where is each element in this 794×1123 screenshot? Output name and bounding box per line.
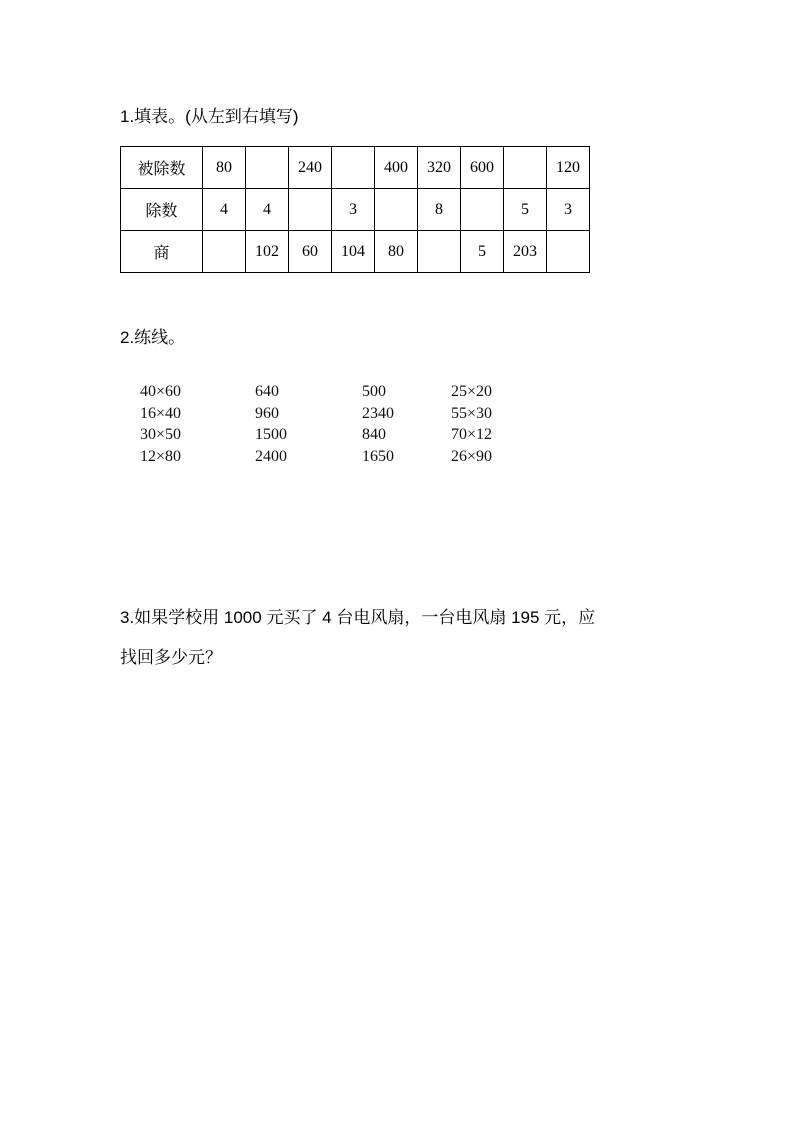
- table-cell: 4: [203, 189, 246, 231]
- row-label-quotient: 商: [121, 231, 203, 273]
- match-expression: 55×30: [451, 404, 493, 422]
- table-cell: 5: [504, 189, 547, 231]
- table-cell: 102: [246, 231, 289, 273]
- table-cell: 60: [289, 231, 332, 273]
- table-cell: 3: [547, 189, 590, 231]
- match-result: 2340: [362, 404, 394, 422]
- row-label-dividend: 被除数: [121, 147, 203, 189]
- list-item: [140, 403, 560, 425]
- table-cell: 320: [418, 147, 461, 189]
- table-cell: 4: [246, 189, 289, 231]
- match-expression: 40×60: [140, 383, 182, 400]
- table-cell: 5: [461, 231, 504, 273]
- table-cell: 3: [332, 189, 375, 231]
- match-expression: 25×20: [451, 383, 493, 400]
- table-cell: [332, 147, 375, 189]
- table-cell: [246, 147, 289, 189]
- list-item: [140, 446, 560, 468]
- table-cell: 240: [289, 147, 332, 189]
- table-cell: [461, 189, 504, 231]
- table-cell: 104: [332, 231, 375, 273]
- table-row: [121, 231, 590, 273]
- table-cell: 120: [547, 147, 590, 189]
- match-result: 500: [362, 383, 386, 400]
- table-row: [121, 147, 590, 189]
- row-label-divisor: 除数: [121, 189, 203, 231]
- list-item: [140, 424, 560, 446]
- match-expression: 12×80: [140, 447, 182, 465]
- match-result: 2400: [255, 447, 287, 465]
- match-expression: 16×40: [140, 404, 182, 422]
- match-expression: 70×12: [451, 426, 493, 443]
- match-result: 960: [255, 404, 279, 422]
- table-cell: 400: [375, 147, 418, 189]
- table-cell: 8: [418, 189, 461, 231]
- match-expression: 26×90: [451, 447, 493, 465]
- table-cell: [289, 189, 332, 231]
- match-result: 1650: [362, 447, 394, 465]
- table-cell: 203: [504, 231, 547, 273]
- question-3-text-line-2: 找回多少元？: [120, 648, 222, 667]
- list-item: [140, 381, 560, 403]
- question-3: [120, 598, 680, 678]
- table-cell: 80: [375, 231, 418, 273]
- matching-exercise: [140, 381, 560, 467]
- division-table: [120, 146, 590, 273]
- question-3-text-line-1: 3.如果学校用 1000 元买了 4 台电风扇，一台电风扇 195 元，应: [120, 608, 596, 627]
- table-cell: 80: [203, 147, 246, 189]
- match-expression: 30×50: [140, 426, 182, 443]
- table-cell: [375, 189, 418, 231]
- table-row: [121, 189, 590, 231]
- match-result: 640: [255, 383, 279, 400]
- question-2-heading: 2.练线。: [120, 328, 186, 347]
- table-cell: [504, 147, 547, 189]
- table-cell: [418, 231, 461, 273]
- table-cell: [203, 231, 246, 273]
- table-cell: 600: [461, 147, 504, 189]
- match-result: 840: [362, 426, 386, 443]
- match-result: 1500: [255, 426, 287, 443]
- question-1-heading: 1.填表。(从左到右填写): [120, 107, 299, 126]
- table-cell: [547, 231, 590, 273]
